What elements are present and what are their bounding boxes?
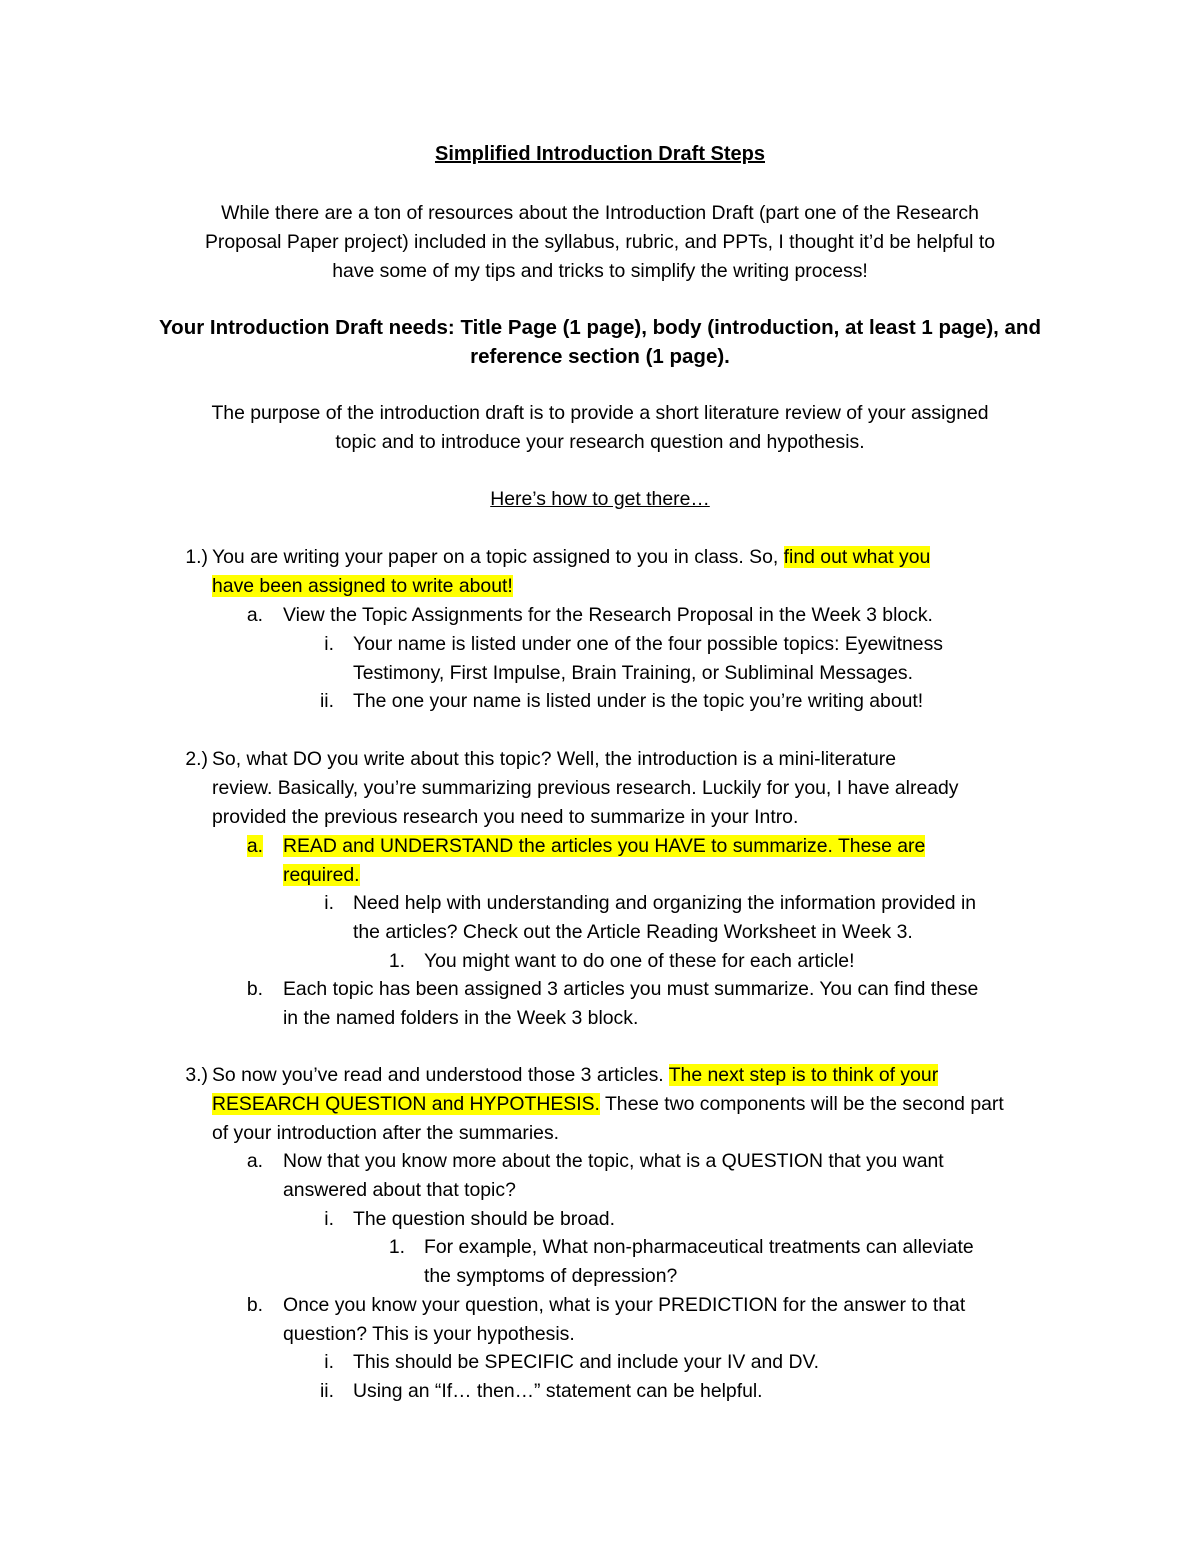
list-marker: i. [324, 1351, 334, 1373]
list-marker [247, 835, 263, 858]
list-marker: 3.) [185, 1064, 208, 1086]
list-marker: 1.) [185, 546, 208, 568]
list-marker: b. [246, 1294, 263, 1316]
document-title: Simplified Introduction Draft Steps [434, 143, 765, 165]
substep-text: in the named folders in the Week 3 block. [283, 1007, 639, 1029]
substep-text [283, 835, 925, 858]
requirements-line: Your Introduction Draft needs: Title Page (1 page), body (introduction, at least 1 page), and [159, 316, 1041, 339]
substep-text: Once you know your question, what is your PREDICTION for the answer to that [283, 1294, 966, 1316]
step-text [212, 575, 513, 598]
intro-line: While there are a ton of resources about the Introduction Draft (part one of the Research [221, 202, 979, 224]
step-text: of your introduction after the summaries. [212, 1122, 560, 1144]
substep-text: Each topic has been assigned 3 articles you must summarize. You can find these [283, 978, 979, 1000]
list-marker: ii. [319, 690, 334, 712]
step-text-plain: These two components will be the second part [599, 1093, 1004, 1115]
subsubstep-text: This should be SPECIFIC and include your IV and DV. [353, 1351, 819, 1373]
highlighted-text: READ and UNDERSTAND the articles you HAVE to summarize. These are [283, 835, 926, 857]
intro-line: have some of my tips and tricks to simplify the writing process! [332, 260, 868, 282]
list-marker: i. [324, 892, 334, 914]
list-marker: 1. [388, 1236, 405, 1258]
list-marker: b. [246, 978, 263, 1000]
list-marker: a. [246, 1150, 263, 1172]
intro-line: Proposal Paper project) included in the syllabus, rubric, and PPTs, I thought it’d be helpful to [204, 231, 996, 253]
highlighted-text: required. [283, 864, 360, 886]
substep-text: View the Topic Assignments for the Research Proposal in the Week 3 block. [283, 604, 933, 626]
level4-text: You might want to do one of these for each article! [424, 950, 855, 972]
substep-text: answered about that topic? [283, 1179, 516, 1201]
list-marker: a. [246, 604, 263, 626]
step-text [212, 1064, 938, 1087]
level4-text: For example, What non-pharmaceutical treatments can alleviate [424, 1236, 974, 1258]
subsubstep-text: Using an “If… then…” statement can be helpful. [353, 1380, 763, 1402]
step-text-plain: You are writing your paper on a topic assigned to you in class. So, [212, 546, 784, 568]
substep-text [283, 864, 360, 887]
purpose-line: topic and to introduce your research question and hypothesis. [335, 431, 865, 453]
list-marker: 1. [388, 950, 405, 972]
step-text [212, 1093, 1004, 1116]
subsubstep-text: The one your name is listed under is the topic you’re writing about! [353, 690, 924, 712]
subsubstep-text: Testimony, First Impulse, Brain Training, or Subliminal Messages. [353, 662, 914, 684]
highlighted-text: a. [246, 835, 263, 857]
how-heading: Here’s how to get there… [490, 488, 710, 510]
subsubstep-text: The question should be broad. [353, 1208, 615, 1230]
step-text: So, what DO you write about this topic? Well, the introduction is a mini-literature [212, 748, 897, 770]
list-marker: i. [324, 1208, 334, 1230]
purpose-line: The purpose of the introduction draft is to provide a short literature review of your assigned [211, 402, 989, 424]
substep-text: Now that you know more about the topic, what is a QUESTION that you want [283, 1150, 944, 1172]
highlighted-text: have been assigned to write about! [212, 575, 513, 597]
subsubstep-text: the articles? Check out the Article Reading Worksheet in Week 3. [353, 921, 913, 943]
substep-text: question? This is your hypothesis. [283, 1323, 575, 1345]
subsubstep-text: Your name is listed under one of the four possible topics: Eyewitness [353, 633, 943, 655]
subsubstep-text: Need help with understanding and organizing the information provided in [353, 892, 977, 914]
highlighted-text: The next step is to think of your [668, 1064, 939, 1086]
highlighted-text: RESEARCH QUESTION and HYPOTHESIS. [212, 1093, 600, 1115]
step-text-plain: So now you’ve read and understood those 3 articles. [212, 1064, 669, 1086]
requirements-line: reference section (1 page). [470, 345, 730, 368]
list-marker: 2.) [185, 748, 208, 770]
list-marker: i. [324, 633, 334, 655]
step-text [212, 546, 930, 569]
highlighted-text: find out what you [783, 546, 931, 568]
list-marker: ii. [319, 1380, 334, 1402]
step-text: provided the previous research you need to summarize in your Intro. [212, 806, 799, 828]
step-text: review. Basically, you’re summarizing previous research. Luckily for you, I have already [212, 777, 959, 799]
level4-text: the symptoms of depression? [424, 1265, 678, 1287]
